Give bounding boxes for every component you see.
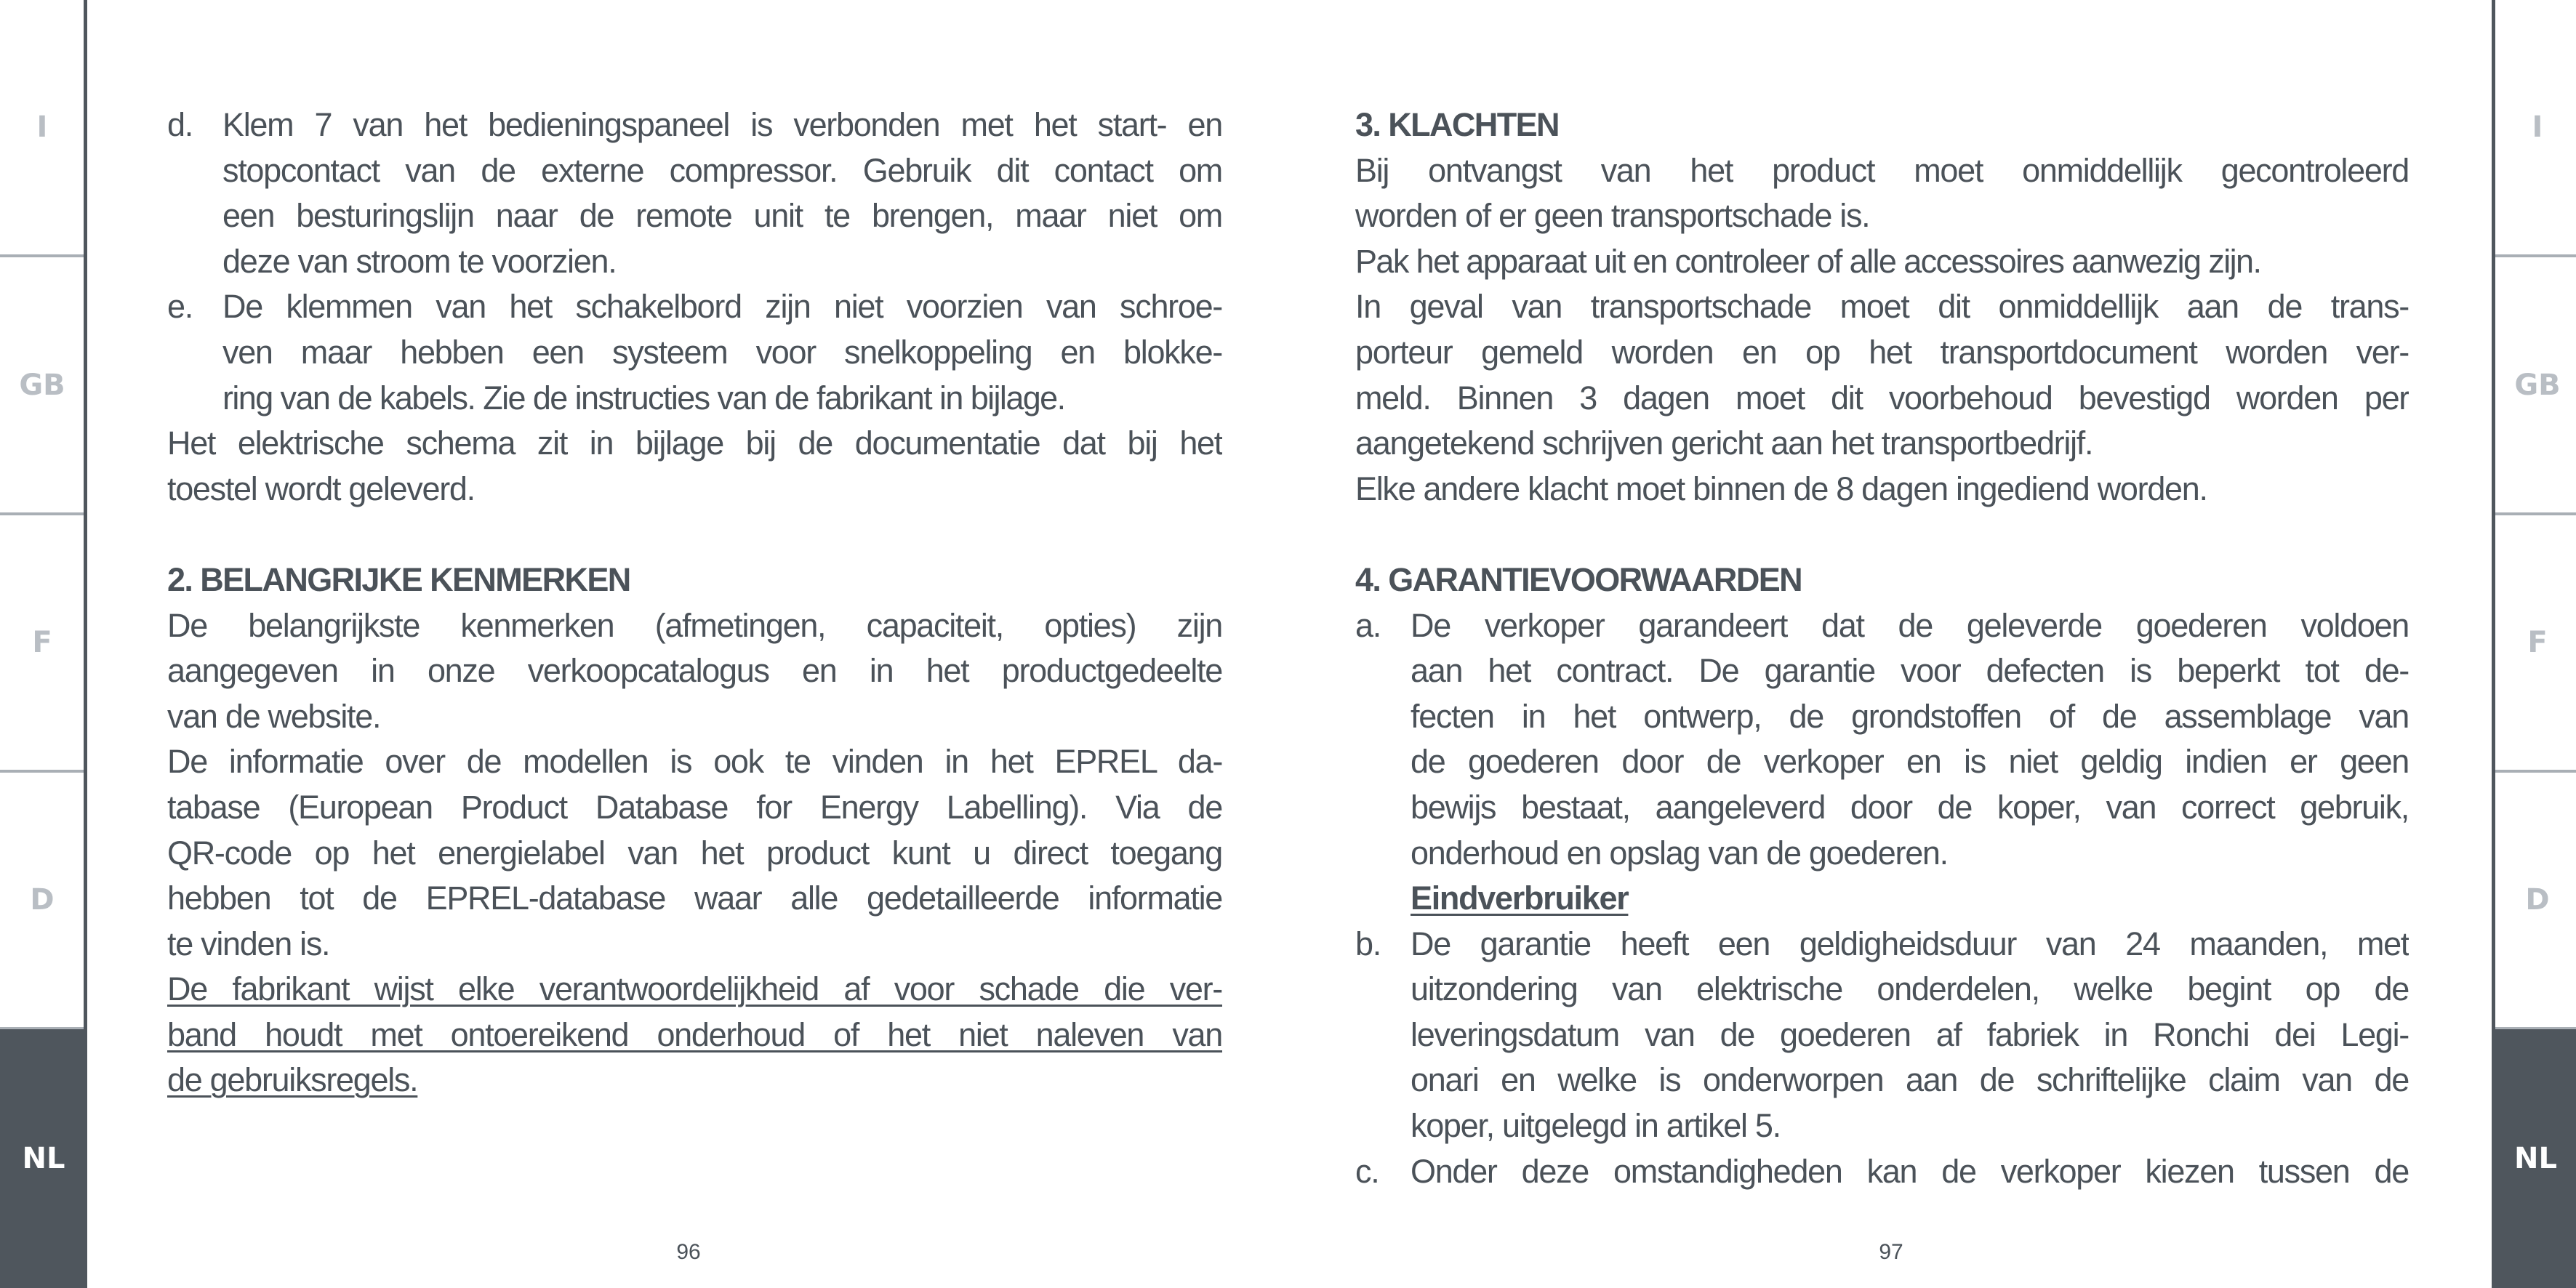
language-tab-f[interactable] (2495, 515, 2576, 773)
line-text: ven maar hebben een systeem voor snelkoppeling en blokke- (222, 333, 1222, 371)
line-text: De belangrijkste kenmerken (afmetingen, capaciteit, opties) zijn (167, 606, 1222, 644)
list-marker: d. (167, 106, 193, 143)
spacer (1355, 512, 2409, 558)
line-text: stopcontact van de externe compressor. Gebruik dit contact om (222, 151, 1222, 189)
language-tab-label: D (30, 883, 55, 917)
language-tab-i[interactable] (2495, 0, 2576, 257)
line-text: band houdt met ontoereikend onderhoud of het niet naleven van (167, 1015, 1222, 1053)
line-text: Onder deze omstandigheden kan de verkoper kiezen tussen de (1411, 1152, 2409, 1190)
line-text: fecten in het ontwerp, de grondstoffen of de assemblage van (1411, 697, 2409, 735)
line-text: De klemmen van het schakelbord zijn niet voorzien van schroe- (222, 288, 1222, 326)
paragraph-line (1355, 239, 2409, 285)
language-tab-nl-active[interactable] (0, 1029, 87, 1288)
language-sidebar-right (2492, 0, 2576, 1288)
line-text: Elke andere klacht moet binnen de 8 dagen ingediend worden. (1355, 470, 2207, 507)
language-tab-gb[interactable] (0, 258, 84, 515)
paragraph-line (1355, 376, 2409, 422)
section-heading: 2. BELANGRIJKE KENMERKEN (167, 560, 630, 598)
list-item-line (1355, 1149, 2409, 1195)
line-text: De verkoper garandeert dat de geleverde goederen voldoen (1411, 606, 2409, 644)
paragraph-line (167, 648, 1222, 694)
language-tab-label: GB (19, 369, 65, 402)
list-marker: a. (1355, 606, 1381, 644)
list-item-line (1355, 967, 2409, 1013)
paragraph-line (167, 694, 1222, 740)
list-item-line (1355, 1013, 2409, 1058)
line-text: toestel wordt geleverd. (167, 470, 475, 507)
line-text: Het elektrische schema zit in bijlage bij de documentatie dat bij het (167, 424, 1222, 462)
paragraph-line (1355, 330, 2409, 376)
list-item-line (167, 330, 1222, 376)
line-text: De fabrikant wijst elke verantwoordelijkheid af voor schade die ver- (167, 970, 1222, 1008)
right-page-content (1355, 102, 2409, 1194)
paragraph-line (1355, 284, 2409, 330)
paragraph-line (167, 739, 1222, 785)
paragraph-line (167, 922, 1222, 967)
line-text: deze van stroom te voorzien. (222, 242, 617, 280)
complaints-paragraph-3 (1355, 284, 2409, 466)
list-item-line (1355, 831, 2409, 877)
list-item-line (1355, 694, 2409, 740)
line-text: te vinden is. (167, 925, 330, 962)
paragraph-line (167, 467, 1222, 512)
eprel-paragraph (167, 739, 1222, 967)
language-tab-label: F (32, 626, 52, 659)
line-text: onderhoud en opslag van de goederen. (1411, 834, 1948, 872)
page-number-right: 97 (1879, 1240, 1903, 1264)
list-item-line (1355, 785, 2409, 831)
language-tab-label: GB (2514, 369, 2561, 402)
paragraph-line (167, 831, 1222, 877)
language-tab-gb[interactable] (2495, 258, 2576, 515)
left-page-content (167, 102, 1222, 1103)
disclaimer-paragraph (167, 967, 1222, 1103)
line-text: porteur gemeld worden en op het transportdocument worden ver- (1355, 333, 2409, 371)
language-tab-label: NL (22, 1142, 65, 1175)
paragraph-line (167, 876, 1222, 922)
list-item-line (167, 102, 1222, 148)
paragraph-line (1355, 148, 2409, 194)
language-tab-label: F (2527, 626, 2548, 659)
language-tab-i[interactable] (0, 0, 84, 257)
line-text: ring van de kabels. Zie de instructies van de fabrikant in bijlage. (222, 379, 1065, 416)
list-item-line (167, 376, 1222, 422)
line-text: tabase (European Product Database for Energy Labelling). Via de (167, 788, 1222, 826)
list-marker: c. (1355, 1152, 1379, 1190)
paragraph-line (167, 603, 1222, 649)
line-text: bewijs bestaat, aangeleverd door de koper, van correct gebruik, (1411, 788, 2409, 826)
list-marker: e. (167, 288, 193, 326)
line-text: een besturingslijn naar de remote unit te brengen, maar niet om (222, 197, 1222, 235)
sidebar-rail (2492, 0, 2495, 1288)
line-text: QR-code op het energielabel van het product kunt u direct toegang (167, 834, 1222, 872)
list-item-d (167, 102, 1222, 284)
line-text: koper, uitgelegd in artikel 5. (1411, 1107, 1781, 1145)
paragraph-line (167, 785, 1222, 831)
language-tab-f[interactable] (0, 515, 84, 773)
features-paragraph (167, 603, 1222, 740)
line-text: Klem 7 van het bedieningspaneel is verbonden met het start- en (222, 106, 1222, 143)
line-text: aangetekend schrijven gericht aan het transportbedrijf. (1355, 424, 2093, 462)
line-text: Bij ontvangst van het product moet onmiddellijk gecontroleerd (1355, 151, 2409, 189)
complaints-paragraph-2 (1355, 239, 2409, 285)
list-item-b (1355, 922, 2409, 1149)
line-text: leveringsdatum van de goederen af fabriek in Ronchi dei Legi- (1411, 1015, 2409, 1053)
line-text: uitzondering van elektrische onderdelen, welke begint op de (1411, 970, 2409, 1008)
language-tab-label: I (36, 110, 48, 144)
list-item-line (1355, 603, 2409, 649)
paragraph-line (167, 1013, 1222, 1058)
line-text: hebben tot de EPREL-database waar alle gedetailleerde informatie (167, 880, 1222, 917)
page-number-left: 96 (676, 1240, 701, 1264)
language-sidebar-left (0, 0, 86, 1288)
line-text: meld. Binnen 3 dagen moet dit voorbehoud bevestigd worden per (1355, 379, 2409, 416)
list-item-line (1355, 922, 2409, 967)
list-item-line (1355, 1103, 2409, 1149)
spacer (167, 512, 1222, 558)
paragraph-line (167, 967, 1222, 1013)
line-text: De garantie heeft een geldigheidsduur van 24 maanden, met (1411, 925, 2409, 962)
language-tab-label: I (2532, 110, 2543, 144)
list-item-line (167, 284, 1222, 330)
line-text: Pak het apparaat uit en controleer of alle accessoires aanwezig zijn. (1355, 242, 2261, 280)
line-text: van de website. (167, 697, 381, 735)
line-text: worden of er geen transportschade is. (1355, 197, 1870, 235)
list-item-a (1355, 603, 2409, 877)
list-item-line (1355, 1058, 2409, 1103)
paragraph-line (1355, 421, 2409, 467)
complaints-paragraph-1 (1355, 148, 2409, 239)
line-text: onari en welke is onderworpen aan de schriftelijke claim van de (1411, 1061, 2409, 1099)
paragraph-line (1355, 193, 2409, 239)
language-tab-d[interactable] (0, 773, 84, 1030)
list-item-line (167, 193, 1222, 239)
complaints-paragraph-4 (1355, 467, 2409, 512)
subheading-line (1355, 876, 2409, 922)
list-item-line (167, 148, 1222, 194)
line-text: De informatie over de modellen is ook te vinden in het EPREL da- (167, 743, 1222, 781)
section-heading: 3. KLACHTEN (1355, 106, 1559, 143)
line-text: aan het contract. De garantie voor defecten is beperkt tot de- (1411, 652, 2409, 690)
language-tab-nl-active[interactable] (2492, 1029, 2576, 1288)
list-item-line (1355, 739, 2409, 785)
list-item-line (1355, 648, 2409, 694)
line-text: aangegeven in onze verkoopcatalogus en in het productgedeelte (167, 652, 1222, 690)
schema-note-paragraph (167, 421, 1222, 512)
paragraph-line (167, 1058, 1222, 1103)
list-marker: b. (1355, 925, 1381, 962)
section-heading: 4. GARANTIEVOORWAARDEN (1355, 560, 1802, 598)
language-tab-label: NL (2514, 1142, 2557, 1175)
list-item-line (167, 239, 1222, 285)
paragraph-line (167, 421, 1222, 467)
sidebar-rail (84, 0, 87, 1288)
list-item-c (1355, 1149, 2409, 1195)
list-item-e (167, 284, 1222, 421)
subheading-eindverbruiker: Eindverbruiker (1411, 880, 1629, 917)
line-text: In geval van transportschade moet dit onmiddellijk aan de trans- (1355, 288, 2409, 326)
line-text: de goederen door de verkoper en is niet geldig indien er geen (1411, 743, 2409, 781)
paragraph-line (1355, 467, 2409, 512)
language-tab-label: D (2525, 883, 2550, 917)
language-tab-d[interactable] (2495, 773, 2576, 1030)
line-text: de gebruiksregels. (167, 1061, 418, 1099)
